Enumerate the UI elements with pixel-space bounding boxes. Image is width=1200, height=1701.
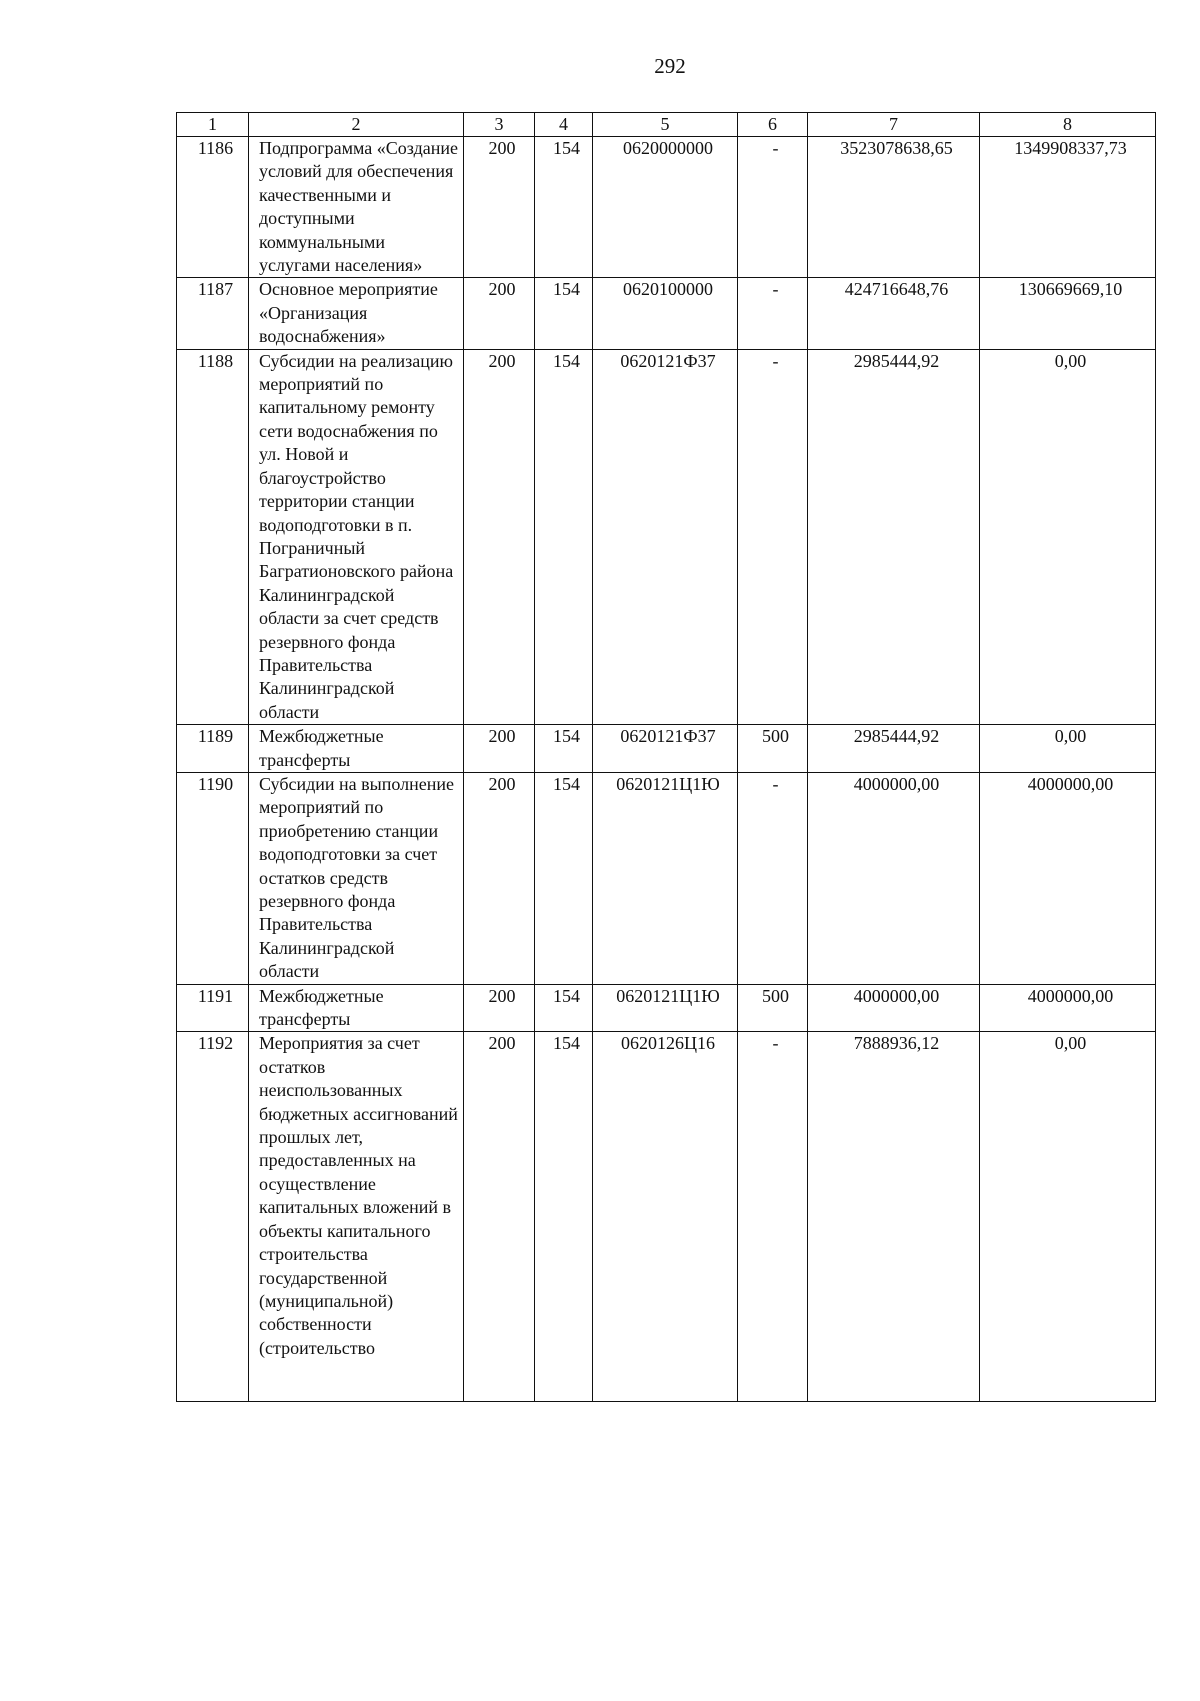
row-name: Подпрограмма «Создание условий для обеспечения качественными и доступными коммунальными услугами населения» [249,137,464,278]
cell-col5: 0620100000 [593,278,738,349]
cell-col8: 0,00 [980,1032,1156,1402]
cell-col7: 2985444,92 [808,349,980,725]
cell-col4: 154 [535,137,593,278]
table-row [177,137,1156,278]
column-header: 3 [464,113,535,137]
table-row [177,349,1156,725]
cell-col8: 0,00 [980,725,1156,773]
header-row [177,113,1156,137]
cell-col7: 4000000,00 [808,984,980,1032]
table-row [177,984,1156,1032]
cell-col3: 200 [464,278,535,349]
cell-col3: 200 [464,1032,535,1402]
row-number: 1191 [177,984,249,1032]
table-row [177,772,1156,984]
cell-col6: - [738,278,808,349]
column-header: 8 [980,113,1156,137]
cell-col3: 200 [464,984,535,1032]
cell-col4: 154 [535,725,593,773]
column-header: 2 [249,113,464,137]
cell-col7: 7888936,12 [808,1032,980,1402]
cell-col4: 154 [535,1032,593,1402]
cell-col6: - [738,772,808,984]
cell-col6: - [738,1032,808,1402]
cell-col8: 1349908337,73 [980,137,1156,278]
column-header: 4 [535,113,593,137]
table-row [177,725,1156,773]
cell-col4: 154 [535,349,593,725]
cell-col8: 4000000,00 [980,772,1156,984]
cell-col7: 3523078638,65 [808,137,980,278]
cell-col3: 200 [464,349,535,725]
cell-col7: 424716648,76 [808,278,980,349]
column-header: 6 [738,113,808,137]
cell-col4: 154 [535,278,593,349]
cell-col6: - [738,137,808,278]
cell-col5: 0620126Ц16 [593,1032,738,1402]
cell-col5: 0620000000 [593,137,738,278]
cell-col4: 154 [535,984,593,1032]
cell-col8: 130669669,10 [980,278,1156,349]
row-name: Субсидии на реализацию мероприятий по капитальному ремонту сети водоснабжения по ул. Новой и благоустройство территории станции водоподготовки в п. Пограничный Багратионовского района Калининградской области за счет средств резервного фонда Правительства Калининградской области [249,349,464,725]
row-name: Основное мероприятие «Организация водоснабжения» [249,278,464,349]
cell-col7: 4000000,00 [808,772,980,984]
row-number: 1190 [177,772,249,984]
row-number: 1187 [177,278,249,349]
row-name: Субсидии на выполнение мероприятий по приобретению станции водоподготовки за счет остатков средств резервного фонда Правительства Калининградской области [249,772,464,984]
row-number: 1189 [177,725,249,773]
cell-col3: 200 [464,772,535,984]
cell-col5: 0620121Ц1Ю [593,984,738,1032]
row-name: Мероприятия за счет остатков неиспользованных бюджетных ассигнований прошлых лет, предоставленных на осуществление капитальных вложений в объекты капитального строительства государственной (муниципальной) собственности (строительство [249,1032,464,1402]
table-row [177,278,1156,349]
cell-col8: 4000000,00 [980,984,1156,1032]
cell-col4: 154 [535,772,593,984]
row-name: Межбюджетные трансферты [249,984,464,1032]
column-header: 7 [808,113,980,137]
column-header: 5 [593,113,738,137]
table-row [177,1032,1156,1402]
row-number: 1188 [177,349,249,725]
page-number: 292 [654,54,686,78]
budget-table [176,112,1156,1402]
cell-col5: 0620121Ф37 [593,349,738,725]
row-name: Межбюджетные трансферты [249,725,464,773]
cell-col6: - [738,349,808,725]
cell-col5: 0620121Ф37 [593,725,738,773]
cell-col5: 0620121Ц1Ю [593,772,738,984]
column-header: 1 [177,113,249,137]
cell-col6: 500 [738,984,808,1032]
cell-col6: 500 [738,725,808,773]
cell-col7: 2985444,92 [808,725,980,773]
cell-col3: 200 [464,137,535,278]
row-number: 1186 [177,137,249,278]
cell-col8: 0,00 [980,349,1156,725]
row-number: 1192 [177,1032,249,1402]
cell-col3: 200 [464,725,535,773]
